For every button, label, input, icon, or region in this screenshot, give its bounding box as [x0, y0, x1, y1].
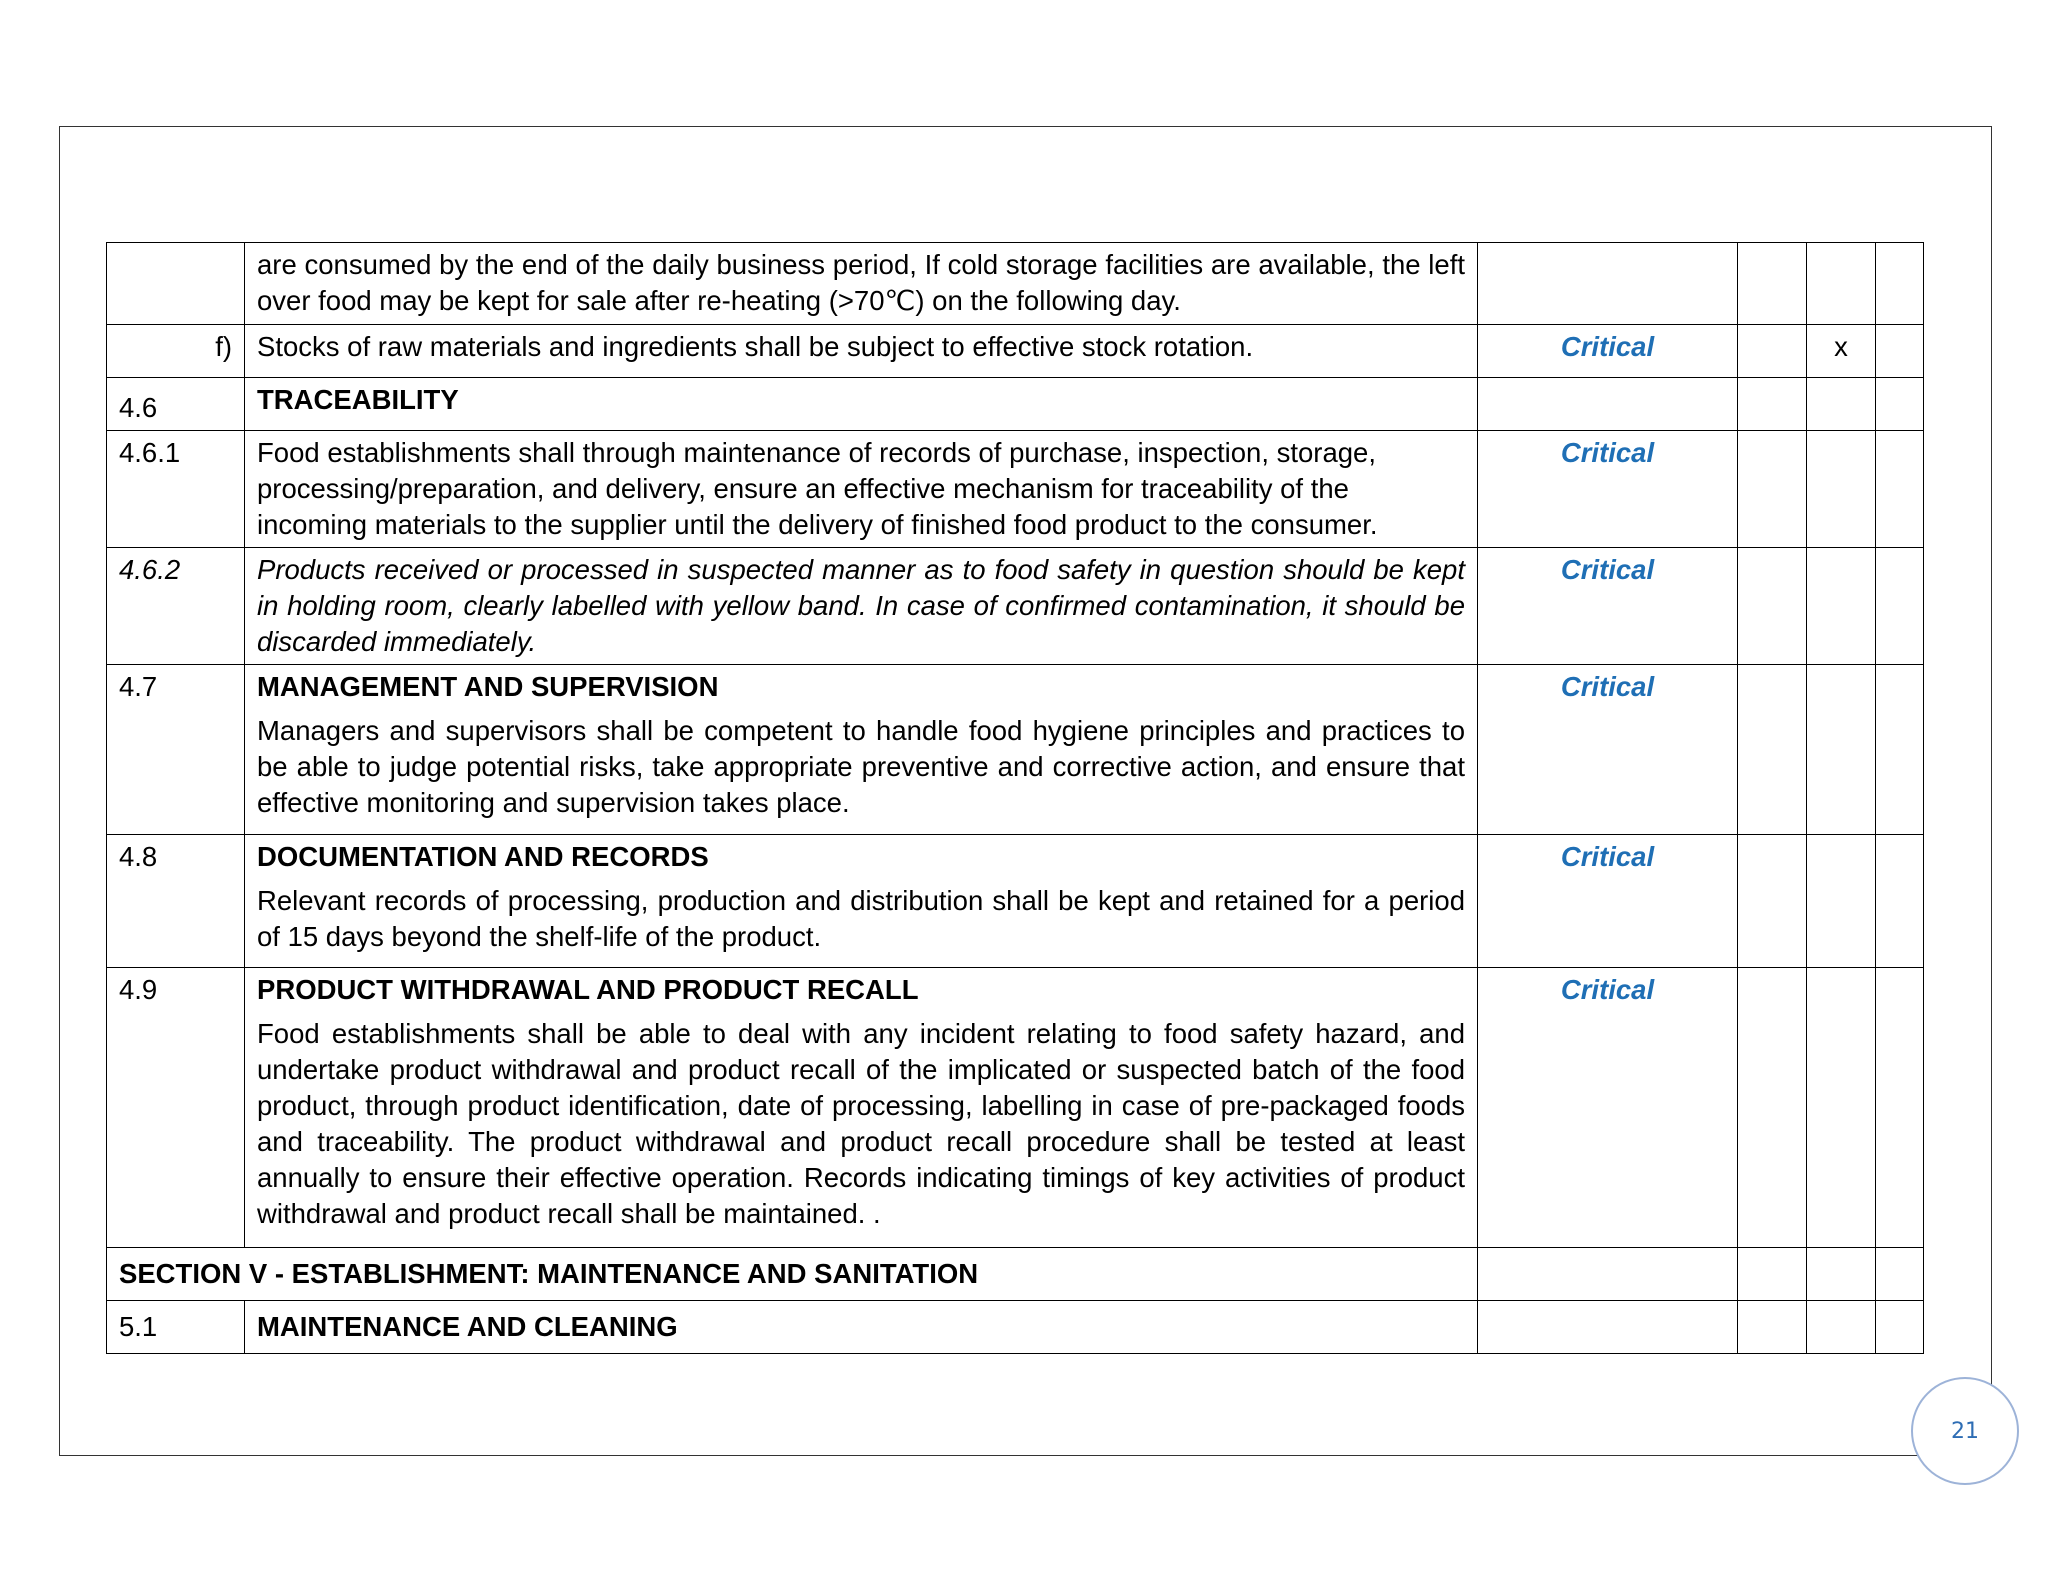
criticality: Critical — [1478, 325, 1738, 378]
row-number: 4.9 — [107, 968, 245, 1248]
row-heading: DOCUMENTATION AND RECORDS — [257, 841, 709, 872]
criticality — [1478, 1248, 1738, 1301]
row-number: 5.1 — [107, 1301, 245, 1354]
check-cell — [1876, 378, 1924, 431]
row-heading: MAINTENANCE AND CLEANING — [245, 1301, 1478, 1354]
row-number: 4.8 — [107, 835, 245, 968]
criticality — [1478, 1301, 1738, 1354]
table-row — [107, 325, 1924, 378]
table-row — [107, 968, 1924, 1248]
check-cell — [1876, 1301, 1924, 1354]
check-cell — [1876, 431, 1924, 548]
checklist-table — [106, 242, 1924, 1354]
row-number: 4.6.1 — [107, 431, 245, 548]
row-number — [107, 243, 245, 325]
table-row — [107, 1301, 1924, 1354]
check-cell — [1807, 835, 1876, 968]
check-cell — [1807, 665, 1876, 835]
check-cell — [1738, 243, 1807, 325]
table-row — [107, 665, 1924, 835]
check-cell — [1807, 243, 1876, 325]
row-description: Stocks of raw materials and ingredients shall be subject to effective stock rotation. — [245, 325, 1478, 378]
check-cell — [1738, 968, 1807, 1248]
page-number: 21 — [1951, 1418, 1979, 1444]
row-body: Relevant records of processing, production and distribution shall be kept and retained for a period of 15 days beyond the shelf-life of the product. — [257, 885, 1465, 952]
check-cell — [1876, 243, 1924, 325]
check-cell: x — [1807, 325, 1876, 378]
check-cell — [1807, 431, 1876, 548]
check-cell — [1738, 1248, 1807, 1301]
check-cell — [1876, 1248, 1924, 1301]
row-description: Food establishments shall through maintenance of records of purchase, inspection, storage, processing/preparation, and delivery, ensure an effective mechanism for traceability of the incoming materials to the supplier until the delivery of finished food product to the consumer. — [245, 431, 1478, 548]
check-cell — [1807, 548, 1876, 665]
table-row — [107, 431, 1924, 548]
check-cell — [1738, 378, 1807, 431]
criticality: Critical — [1478, 835, 1738, 968]
section-row — [107, 1248, 1924, 1301]
row-heading: TRACEABILITY — [245, 378, 1478, 431]
check-cell — [1807, 1301, 1876, 1354]
row-number: f) — [107, 325, 245, 378]
table-row — [107, 835, 1924, 968]
check-cell — [1738, 548, 1807, 665]
row-heading: MANAGEMENT AND SUPERVISION — [257, 671, 719, 702]
criticality: Critical — [1478, 665, 1738, 835]
check-cell — [1738, 1301, 1807, 1354]
check-cell — [1876, 968, 1924, 1248]
row-description: Products received or processed in suspected manner as to food safety in question should be kept in holding room, clearly labelled with yellow band. In case of confirmed contamination, it should be discarded immediately. — [245, 548, 1478, 665]
criticality — [1478, 243, 1738, 325]
row-body: Managers and supervisors shall be competent to handle food hygiene principles and practices to be able to judge potential risks, take appropriate preventive and corrective action, and ensure that effective monitoring and supervision takes place. — [257, 715, 1465, 818]
check-cell — [1807, 378, 1876, 431]
criticality: Critical — [1478, 548, 1738, 665]
row-body: Food establishments shall be able to deal with any incident relating to food safety hazard, and undertake product withdrawal and product recall of the implicated or suspected batch of the food product, through product identification, date of processing, labelling in case of pre-packaged foods and traceability. The product withdrawal and product recall procedure shall be tested at least annually to ensure their effective operation. Records indicating timings of key activities of product withdrawal and product recall shall be maintained. . — [257, 1018, 1465, 1229]
row-number: 4.6.2 — [107, 548, 245, 665]
section-heading: SECTION V - ESTABLISHMENT: MAINTENANCE AND SANITATION — [107, 1248, 1478, 1301]
check-cell — [1876, 835, 1924, 968]
row-description: are consumed by the end of the daily business period, If cold storage facilities are available, the left over food may be kept for sale after re-heating (>70℃) on the following day. — [245, 243, 1478, 325]
row-heading: PRODUCT WITHDRAWAL AND PRODUCT RECALL — [257, 974, 919, 1005]
check-cell — [1876, 325, 1924, 378]
check-cell — [1876, 548, 1924, 665]
criticality — [1478, 378, 1738, 431]
check-cell — [1807, 1248, 1876, 1301]
criticality: Critical — [1478, 431, 1738, 548]
page-number-badge — [1911, 1377, 2019, 1485]
check-cell — [1876, 665, 1924, 835]
row-description — [245, 665, 1478, 835]
row-description — [245, 968, 1478, 1248]
table-row — [107, 243, 1924, 325]
row-number — [107, 378, 245, 431]
check-cell — [1738, 665, 1807, 835]
row-number: 4.7 — [107, 665, 245, 835]
row-description — [245, 835, 1478, 968]
check-cell — [1807, 968, 1876, 1248]
table-row — [107, 378, 1924, 431]
check-cell — [1738, 835, 1807, 968]
table-row — [107, 548, 1924, 665]
check-cell — [1738, 431, 1807, 548]
check-cell — [1738, 325, 1807, 378]
row-number-text: 4.6 — [119, 392, 158, 423]
criticality: Critical — [1478, 968, 1738, 1248]
